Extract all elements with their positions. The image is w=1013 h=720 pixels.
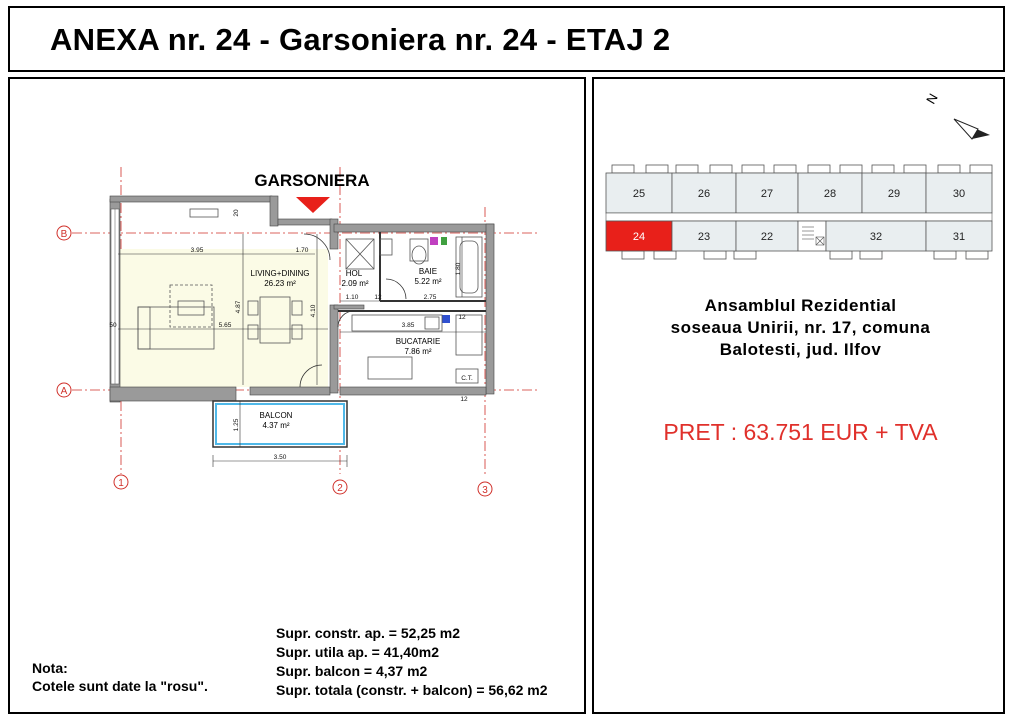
keyplan-unit-32: 32 (869, 231, 883, 243)
room-hol-area: 2.09 m² (341, 279, 369, 288)
room-hol-name: HOL (345, 269, 363, 278)
dim-385: 3.85 (401, 322, 415, 329)
keyplan-unit-24: 24 (632, 231, 646, 243)
note-label: Nota: (32, 660, 68, 676)
dim-125: 1.25 (233, 418, 240, 432)
room-baie-area: 5.22 m² (414, 277, 442, 286)
floor-plan-drawing (10, 79, 584, 712)
surface-utila: Supr. utila ap. = 41,40m2 (276, 644, 440, 660)
project-line-3: Balotesti, jud. Ilfov (719, 340, 882, 359)
keyplan-unit-27: 27 (760, 188, 774, 200)
keyplan-drawing (594, 79, 1003, 279)
room-baie-name: BAIE (418, 267, 438, 276)
note-text: Cotele sunt date la "rosu". (32, 678, 208, 694)
dim-275: 2.75 (423, 294, 437, 301)
keyplan-unit-31: 31 (952, 231, 966, 243)
keyplan-unit-22: 22 (760, 231, 774, 243)
north-letter: N (923, 90, 941, 107)
axis-label-2: 2 (337, 483, 343, 494)
surface-balcon: Supr. balcon = 4,37 m2 (276, 663, 428, 679)
price-label: PRET : 63.751 EUR + TVA (663, 419, 938, 445)
keyplan-unit-25: 25 (632, 188, 646, 200)
dim-180: 1.80 (455, 262, 462, 276)
keyplan-top-row (606, 173, 992, 213)
keyplan-unit-28: 28 (823, 188, 837, 200)
note-block (32, 659, 208, 695)
dim-12c: 12 (460, 396, 468, 403)
axis-label-1: 1 (118, 478, 124, 489)
dim-12a: 12 (374, 294, 382, 301)
room-bucatarie-name: BUCATARIE (395, 337, 441, 346)
dim-350: 3.50 (273, 454, 287, 461)
surface-summary (276, 624, 548, 700)
project-address (594, 295, 1007, 361)
room-balcon-name: BALCON (259, 411, 293, 420)
dim-20: 20 (233, 209, 240, 217)
project-line-1: Ansamblul Rezidential (704, 296, 897, 315)
surface-constr: Supr. constr. ap. = 52,25 m2 (276, 625, 461, 641)
keyplan-corridor (606, 213, 992, 221)
dim-487: 4.87 (235, 300, 242, 314)
dim-170: 1.70 (295, 247, 309, 254)
dim-565: 5.65 (218, 322, 232, 329)
dim-12b: 12 (458, 314, 466, 321)
axis-label-3: 3 (482, 485, 488, 496)
plan-heading: GARSONIERA (254, 171, 370, 190)
floor-plan-panel (8, 77, 586, 714)
surface-totala: Supr. totala (constr. + balcon) = 56,62 m2 (276, 682, 548, 698)
utility-mark (430, 237, 438, 245)
dim-50: 50 (109, 322, 117, 329)
info-panel (592, 77, 1005, 714)
utility-mark-2 (441, 237, 447, 245)
room-balcon-area: 4.37 m² (262, 421, 290, 430)
north-arrow-icon (923, 91, 990, 139)
dim-395: 3.95 (190, 247, 204, 254)
axis-label-b: B (60, 229, 68, 240)
page-title: ANEXA nr. 24 - Garsoniera nr. 24 - ETAJ 2 (50, 22, 671, 57)
utility-mark-3 (442, 315, 450, 323)
room-living-area: 26.23 m² (264, 279, 296, 288)
ct-label: C.T. (461, 375, 473, 382)
room-bucatarie-area: 7.86 m² (404, 347, 432, 356)
dim-410: 4.10 (310, 304, 317, 318)
axis-label-a: A (60, 386, 68, 397)
keyplan-unit-23: 23 (697, 231, 711, 243)
title-box (8, 6, 1005, 72)
keyplan-bottom-row (606, 221, 992, 251)
keyplan-unit-29: 29 (887, 188, 901, 200)
dim-110: 1.10 (345, 294, 359, 301)
room-living-name: LIVING+DINING (250, 269, 310, 278)
project-line-2: soseaua Unirii, nr. 17, comuna (670, 318, 931, 337)
keyplan-unit-26: 26 (697, 188, 711, 200)
keyplan-unit-30: 30 (952, 188, 966, 200)
entrance-marker-icon (296, 197, 330, 213)
